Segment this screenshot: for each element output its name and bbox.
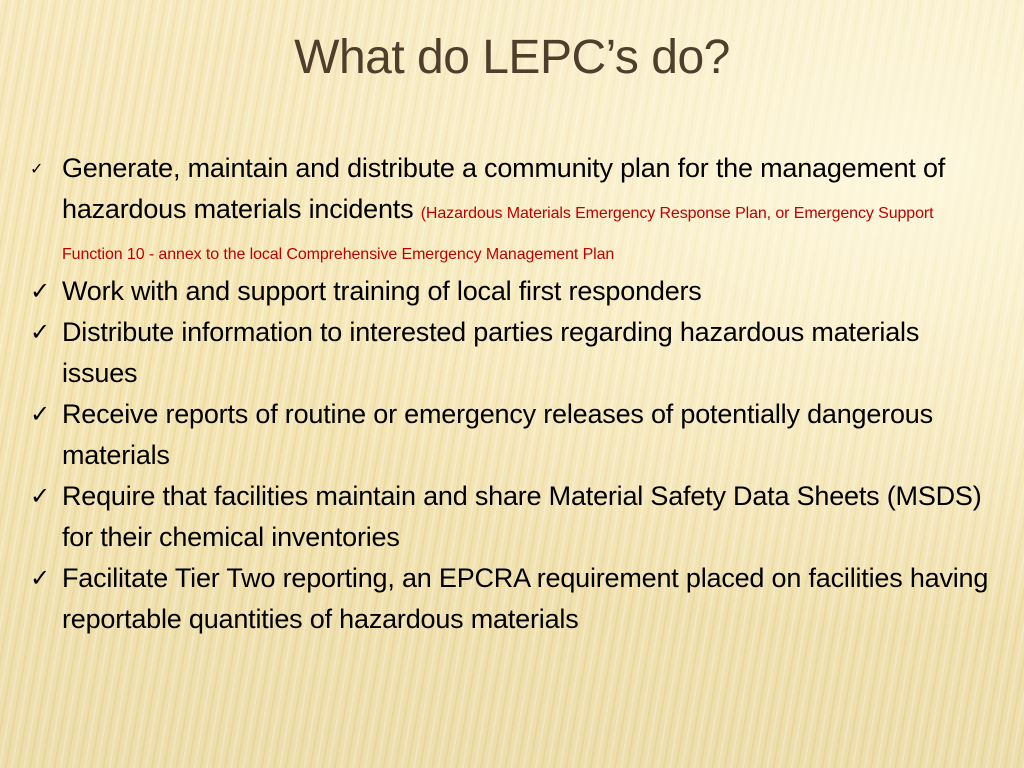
bullet-text-container — [62, 148, 996, 271]
bullet-text: Receive reports of routine or emergency releases of potentially dangerous materials — [62, 399, 933, 470]
bullet-note: (Hazardous Materials Emergency Response Plan, or Emergency Support Function 10 - annex to the local Comprehensive Emergency Management Plan — [62, 205, 934, 263]
checkmark-icon: ✓ — [30, 277, 50, 305]
bullet-text: Generate, maintain and distribute a community plan for the management of hazardous materials incidents — [62, 153, 946, 224]
slide-title: What do LEPC’s do? — [294, 31, 730, 84]
bullet-list — [30, 148, 996, 640]
bullet-item — [30, 476, 996, 558]
bullet-item — [30, 312, 996, 394]
bullet-text: Require that facilities maintain and share Material Safety Data Sheets (MSDS) for their chemical inventories — [62, 481, 982, 552]
checkmark-icon: ✓ — [30, 318, 50, 346]
checkmark-icon: ✓ — [30, 400, 50, 428]
bullet-text: Facilitate Tier Two reporting, an EPCRA requirement placed on facilities having reportable quantities of hazardous materials — [62, 563, 989, 634]
bullet-text: Distribute information to interested parties regarding hazardous materials issues — [62, 317, 920, 388]
bullet-item — [30, 271, 996, 312]
bullet-text: Work with and support training of local first responders — [62, 276, 702, 306]
checkmark-icon: ✓ — [30, 159, 44, 178]
checkmark-icon: ✓ — [30, 482, 50, 510]
bullet-item — [30, 394, 996, 476]
bullet-item — [30, 148, 996, 271]
bullet-item — [30, 558, 996, 640]
checkmark-icon: ✓ — [30, 564, 50, 592]
